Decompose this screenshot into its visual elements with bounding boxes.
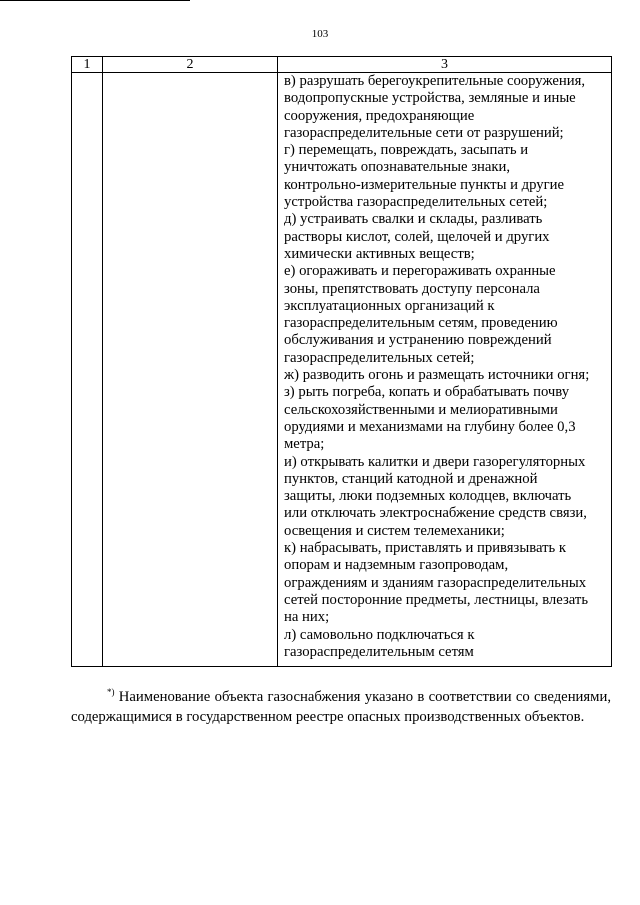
prohibition-line: орудиями и механизмами на глубину более 0,3	[284, 418, 576, 435]
footnote-line-1	[71, 687, 611, 707]
footnote	[71, 687, 611, 727]
footnote-marker: *)	[107, 687, 115, 697]
prohibition-line: газораспределительных сетей;	[284, 349, 475, 366]
prohibition-line: г) перемещать, повреждать, засыпать и	[284, 142, 529, 159]
prohibition-line: растворы кислот, солей, щелочей и других	[284, 228, 550, 245]
prohibition-line: метра;	[284, 436, 325, 453]
prohibition-line: зоны, препятствовать доступу персонала	[284, 280, 540, 297]
header-col-2: 2	[103, 57, 278, 73]
cell-col-2	[103, 73, 278, 667]
header-col-3: 3	[278, 57, 612, 73]
prohibition-line: обслуживания и устранению повреждений	[284, 332, 552, 349]
prohibition-line: к) набрасывать, приставлять и привязывать к	[284, 540, 567, 557]
prohibition-line: устройства газораспределительных сетей;	[284, 194, 548, 211]
prohibition-line: ж) разводить огонь и размещать источники огня;	[284, 367, 590, 384]
prohibition-line: или отключать электроснабжение средств связи,	[284, 505, 587, 522]
prohibition-line: опорам и надземным газопроводам,	[284, 557, 509, 574]
prohibition-line: сооружения, предохраняющие	[284, 107, 475, 124]
top-rule	[0, 0, 190, 1]
prohibition-line: уничтожать опознавательные знаки,	[284, 159, 511, 176]
footnote-line-2: содержащимися в государственном реестре опасных производственных объектов.	[71, 709, 585, 725]
cell-col-1	[72, 73, 103, 667]
requirements-table	[71, 56, 612, 667]
prohibition-line: газораспределительные сети от разрушений;	[284, 124, 564, 141]
prohibition-line: газораспределительным сетям, проведению	[284, 315, 558, 332]
prohibition-line: пунктов, станций катодной и дренажной	[284, 470, 538, 487]
prohibition-line: защиты, люки подземных колодцев, включать	[284, 488, 572, 505]
footnote-text-1: Наименование объекта газоснабжения указано в соответствии со сведениями,	[118, 689, 611, 705]
page-number: 103	[311, 28, 329, 40]
prohibition-line: освещения и систем телемеханики;	[284, 522, 505, 539]
cell-col-3-prohibitions	[278, 73, 612, 667]
prohibition-line: е) огораживать и перегораживать охранные	[284, 263, 556, 280]
prohibition-line: ограждениям и зданиям газораспределительных	[284, 574, 587, 591]
prohibition-line: л) самовольно подключаться к	[284, 626, 475, 643]
prohibition-line: в) разрушать берегоукрепительные сооружения,	[284, 73, 586, 89]
prohibition-line: водопропускные устройства, земляные и иные	[284, 90, 576, 107]
prohibition-line: на них;	[284, 609, 330, 626]
header-col-1: 1	[72, 57, 103, 73]
prohibition-line: сельскохозяйственными и мелиоративными	[284, 401, 558, 418]
prohibition-line: газораспределительным сетям	[284, 643, 474, 660]
table-header-row	[72, 57, 612, 73]
prohibition-line: з) рыть погреба, копать и обрабатывать почву	[284, 384, 570, 401]
prohibition-line: и) открывать калитки и двери газорегуляторных	[284, 453, 586, 470]
prohibition-line: контрольно-измерительные пункты и другие	[284, 176, 565, 193]
prohibition-line: сетей посторонние предметы, лестницы, влезать	[284, 591, 589, 608]
prohibition-line: эксплуатационных организаций к	[284, 297, 495, 314]
prohibition-line: д) устраивать свалки и склады, разливать	[284, 211, 543, 228]
table-row	[72, 73, 612, 667]
prohibition-line: химически активных веществ;	[284, 245, 475, 262]
